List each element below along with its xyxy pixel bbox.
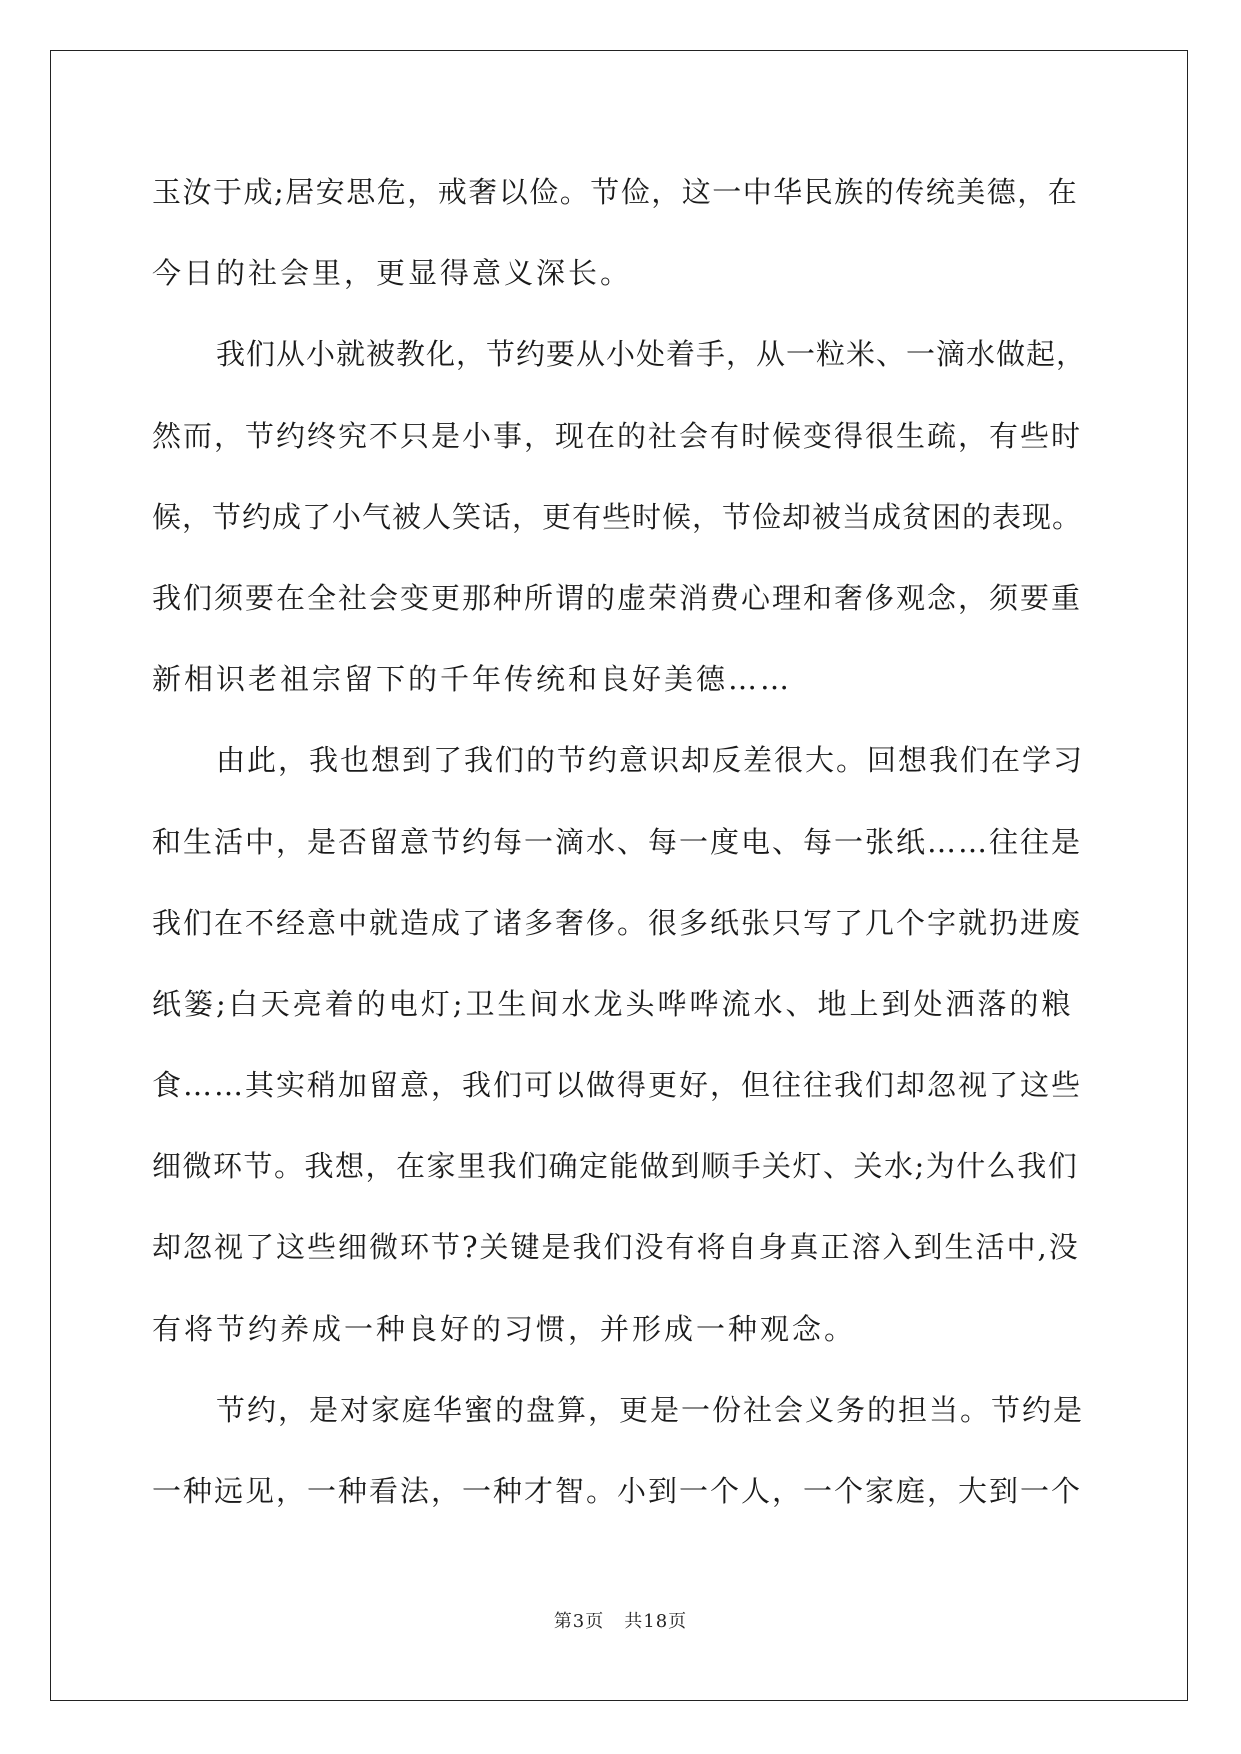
text-line: 有将节约养成一种良好的习惯，并形成一种观念。 xyxy=(152,1311,857,1346)
text-line: 我们从小就被教化，节约要从小处着手，从一粒米、一滴水做起， xyxy=(216,337,1087,372)
page-number: 第3页 xyxy=(553,1611,605,1632)
text-line: 一种远见，一种看法，一种才智。小到一个人，一个家庭，大到一个 xyxy=(152,1474,1083,1508)
text-line: 今日的社会里，更显得意义深长。 xyxy=(152,256,633,291)
text-line: 我们在不经意中就造成了诸多奢侈。很多纸张只写了几个字就扔进废 xyxy=(152,905,1083,940)
document-body xyxy=(152,164,1092,1544)
text-line: 细微环节。我想，在家里我们确定能做到顺手关灯、关水;为什么我们 xyxy=(152,1149,1079,1184)
text-line: 由此，我也想到了我们的节约意识却反差很大。回想我们在学习 xyxy=(216,743,1085,778)
page-footer xyxy=(0,1607,1241,1633)
text-line: 节约，是对家庭华蜜的盘算，更是一份社会义务的担当。节约是 xyxy=(216,1392,1085,1427)
text-line: 和生活中，是否留意节约每一滴水、每一度电、每一张纸……往往是 xyxy=(152,824,1083,859)
text-line: 玉汝于成;居安思危，戒奢以俭。节俭，这一中华民族的传统美德，在 xyxy=(152,175,1079,209)
text-line: 然而，节约终究不只是小事，现在的社会有时候变得很生疏，有些时 xyxy=(152,418,1083,453)
text-line: 食……其实稍加留意，我们可以做得更好，但往往我们却忽视了这些 xyxy=(152,1068,1083,1103)
page-total: 共18页 xyxy=(624,1611,688,1632)
text-line: 我们须要在全社会变更那种所谓的虚荣消费心理和奢侈观念，须要重 xyxy=(152,580,1083,615)
text-line: 却忽视了这些细微环节?关键是我们没有将自身真正溶入到生活中,没 xyxy=(152,1230,1080,1265)
text-line: 纸篓;白天亮着的电灯;卫生间水龙头哗哗流水、地上到处洒落的粮 xyxy=(152,986,1074,1021)
text-line: 候，节约成了小气被人笑话，更有些时候，节俭却被当成贫困的表现。 xyxy=(152,499,1083,534)
text-line: 新相识老祖宗留下的千年传统和良好美德…… xyxy=(152,662,793,697)
